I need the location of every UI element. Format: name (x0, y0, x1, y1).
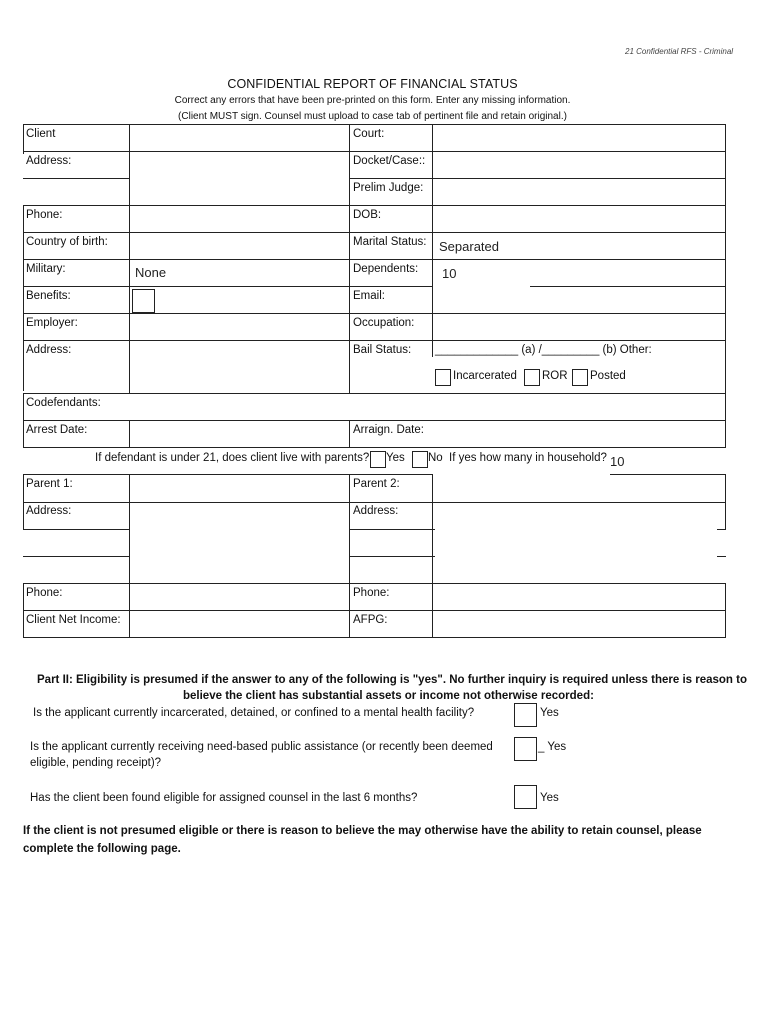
label-court: Court: (353, 128, 385, 140)
incarcerated-checkbox[interactable] (435, 369, 451, 386)
label-parent-2-address: Address: (353, 505, 399, 517)
marital-status-value[interactable]: Separated (439, 239, 499, 254)
posted-label: Posted (590, 370, 626, 382)
dependents-value[interactable]: 10 (442, 266, 457, 281)
label-parent-2-phone: Phone: (353, 587, 390, 599)
footer-line-1: If the client is not presumed eligible or there is reason to believe the may otherwise have the ability to retain counsel, please (23, 825, 702, 837)
label-parent-1: Parent 1: (26, 478, 73, 490)
label-address: Address: (26, 155, 72, 167)
household-question: If yes how many in household? (449, 452, 607, 464)
part2-question-1: Is the applicant currently incarcerated, detained, or confined to a mental health facility? (33, 707, 475, 719)
under21-yes-checkbox[interactable] (370, 451, 386, 468)
footer-line-2: complete the following page. (23, 843, 181, 855)
label-dob: DOB: (353, 209, 382, 221)
benefits-checkbox[interactable] (132, 289, 155, 313)
label-codefendants: Codefendants: (26, 397, 101, 409)
label-parent-1-address: Address: (26, 505, 72, 517)
under21-yes-label: Yes (386, 452, 405, 464)
incarcerated-label: Incarcerated (453, 370, 517, 382)
label-afpg: AFPG: (353, 614, 388, 626)
q3-yes-label: Yes (540, 792, 559, 804)
form-code: 21 Confidential RFS - Criminal (625, 47, 734, 56)
label-country-of-birth: Country of birth: (26, 236, 108, 248)
q1-yes-checkbox[interactable] (514, 703, 537, 727)
part2-question-2a: Is the applicant currently receiving need-based public assistance (or recently been deemed (30, 741, 493, 753)
under21-no-label: No (428, 452, 443, 464)
q3-yes-checkbox[interactable] (514, 785, 537, 809)
label-arraign-date: Arraign. Date: (353, 424, 424, 436)
label-docket: Docket/Case:: (353, 155, 426, 167)
label-client-net-income: Client Net Income: (26, 614, 121, 626)
label-dependents: Dependents: (353, 263, 419, 275)
label-benefits: Benefits: (26, 290, 71, 302)
q2-yes-label: _ Yes (538, 741, 567, 753)
label-client: Client (26, 128, 56, 140)
q2-yes-checkbox[interactable] (514, 737, 537, 761)
label-bail-status: Bail Status: (353, 344, 412, 356)
q1-yes-label: Yes (540, 707, 559, 719)
label-employer-address: Address: (26, 344, 72, 356)
bail-line: _____________ (a) /_________ (b) Other: (435, 344, 652, 356)
label-marital-status: Marital Status: (353, 236, 427, 248)
under21-question: If defendant is under 21, does client live with parents? (95, 452, 370, 464)
part2-question-2b: eligible, pending receipt)? (30, 757, 162, 769)
label-arrest-date: Arrest Date: (26, 424, 88, 436)
label-prelim-judge: Prelim Judge: (353, 182, 424, 194)
label-phone: Phone: (26, 209, 63, 221)
label-parent-1-phone: Phone: (26, 587, 63, 599)
subtitle-1: Correct any errors that have been pre-printed on this form. Enter any missing information. (174, 95, 571, 106)
label-parent-2: Parent 2: (353, 478, 400, 490)
label-email: Email: (353, 290, 385, 302)
posted-checkbox[interactable] (572, 369, 588, 386)
part2-heading-2: believe the client has substantial assets or income not otherwise recorded: (183, 690, 594, 702)
part2-heading-1: Part II: Eligibility is presumed if the answer to any of the following is "yes". No further inquiry is required unless there is reason to (37, 674, 747, 686)
ror-label: ROR (542, 370, 568, 382)
label-occupation: Occupation: (353, 317, 415, 329)
label-military: Military: (26, 263, 66, 275)
ror-checkbox[interactable] (524, 369, 540, 386)
page-title: CONFIDENTIAL REPORT OF FINANCIAL STATUS (227, 77, 518, 91)
part2-question-3: Has the client been found eligible for assigned counsel in the last 6 months? (30, 792, 418, 804)
military-value[interactable]: None (135, 265, 167, 280)
household-value[interactable]: 10 (610, 454, 625, 469)
under21-no-checkbox[interactable] (412, 451, 428, 468)
label-employer: Employer: (26, 317, 78, 329)
subtitle-2: (Client MUST sign. Counsel must upload to case tab of pertinent file and retain original.) (178, 111, 567, 122)
